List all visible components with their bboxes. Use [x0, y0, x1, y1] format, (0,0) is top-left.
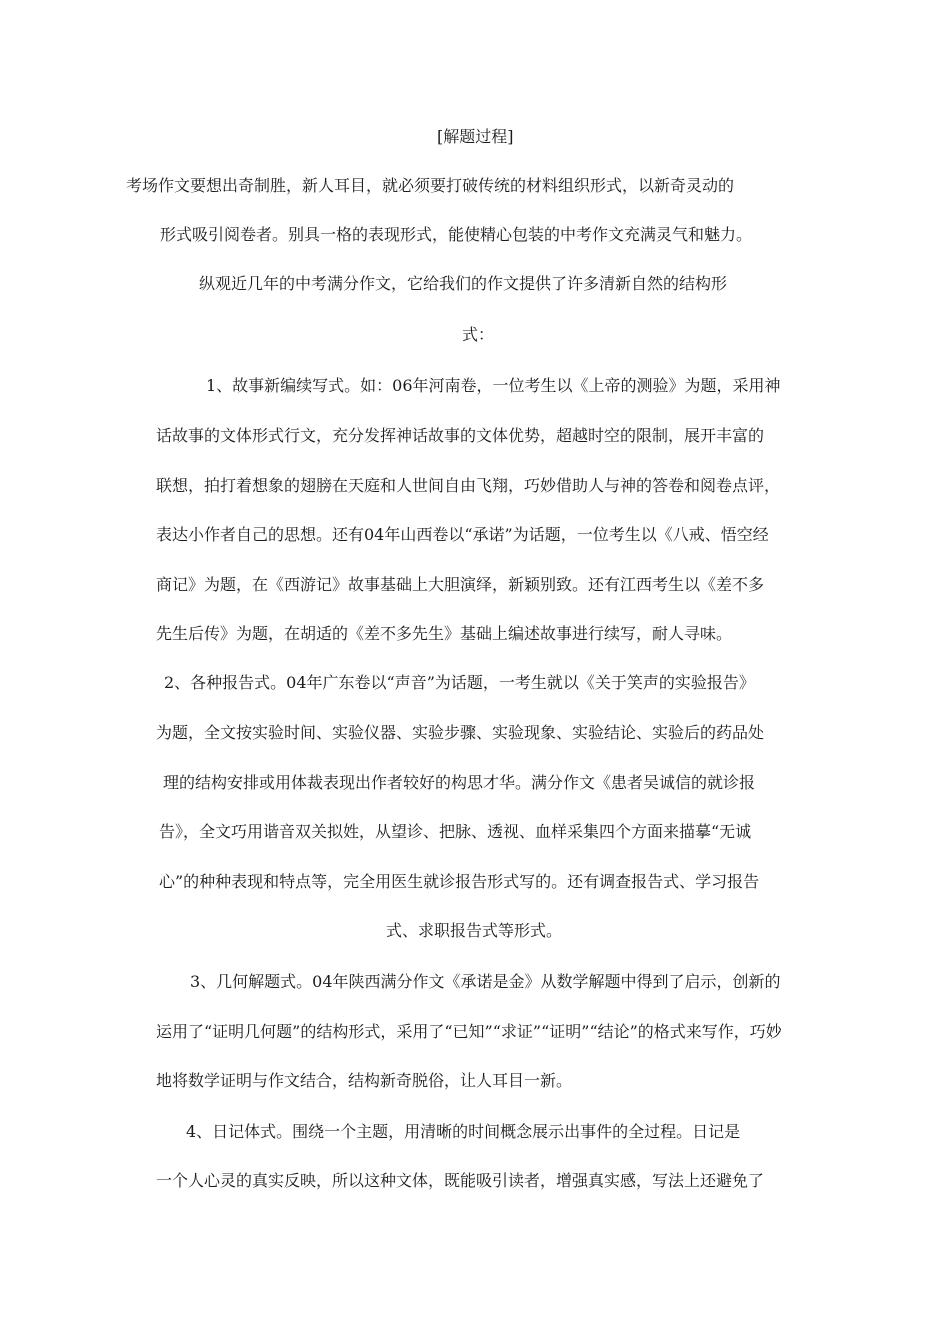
text-line: 4、日记体式。围绕一个主题，用清晰的时间概念展示出事件的全过程。日记是	[186, 1122, 741, 1141]
text-line: 形式吸引阅卷者。别具一格的表现形式，能使精心包装的中考作文充满灵气和魅力。	[160, 225, 753, 244]
text-line: 2、各种报告式。04年广东卷以“声音”为话题，一考生就以《关于笑声的实验报告》	[164, 673, 755, 692]
text-line: 心”的种种表现和特点等，完全用医生就诊报告形式写的。还有调查报告式、学习报告	[159, 872, 760, 891]
text-line: 告》，全文巧用谐音双关拟姓，从望诊、把脉、透视、血样采集四个方面来描摹“无诚	[159, 822, 752, 841]
text-line: 纵观近几年的中考满分作文，它给我们的作文提供了许多清新自然的结构形	[199, 274, 728, 293]
text-line: 理的结构安排或用体裁表现出作者较好的构思才华。满分作文《患者吴诚信的就诊报	[163, 773, 756, 792]
text-line: 3、几何解题式。04年陕西满分作文《承诺是金》从数学解题中得到了启示，创新的	[190, 972, 781, 991]
text-line: 为题，全文按实验时间、实验仪器、实验步骤、实验现象、实验结论、实验后的药品处	[156, 723, 765, 742]
text-line: 考场作文要想出奇制胜，新人耳目，就必须要打破传统的材料组织形式，以新奇灵动的	[126, 176, 735, 195]
text-line: 式：	[462, 325, 495, 344]
text-line: 商记》为题，在《西游记》故事基础上大胆演绎，新颖别致。还有江西考生以《差不多	[156, 575, 765, 594]
text-line: 1、故事新编续写式。如：06年河南卷，一位考生以《上帝的测验》为题，采用神	[206, 376, 781, 395]
section-heading: [解题过程]	[437, 127, 514, 146]
text-line: 一个人心灵的真实反映，所以这种文体，既能吸引读者，增强真实感，写法上还避免了	[156, 1171, 765, 1190]
text-line: 运用了“证明几何题”的结构形式，采用了“已知”“求证”“证明”“结论”的格式来写作，巧妙	[156, 1022, 782, 1041]
text-line: 式、求职报告式等形式。	[386, 921, 563, 940]
text-line: 联想，拍打着想象的翅膀在天庭和人世间自由飞翔，巧妙借助人与神的答卷和阅卷点评，	[156, 476, 781, 495]
text-line: 地将数学证明与作文结合，结构新奇脱俗，让人耳目一新。	[156, 1071, 573, 1090]
text-line: 表达小作者自己的思想。还有04年山西卷以“承诺”为话题，一位考生以《八戒、悟空经	[156, 525, 769, 544]
text-line: 先生后传》为题，在胡适的《差不多先生》基础上编述故事进行续写，耐人寻味。	[156, 624, 733, 643]
text-line: 话故事的文体形式行文，充分发挥神话故事的文体优势，超越时空的限制，展开丰富的	[156, 426, 765, 445]
